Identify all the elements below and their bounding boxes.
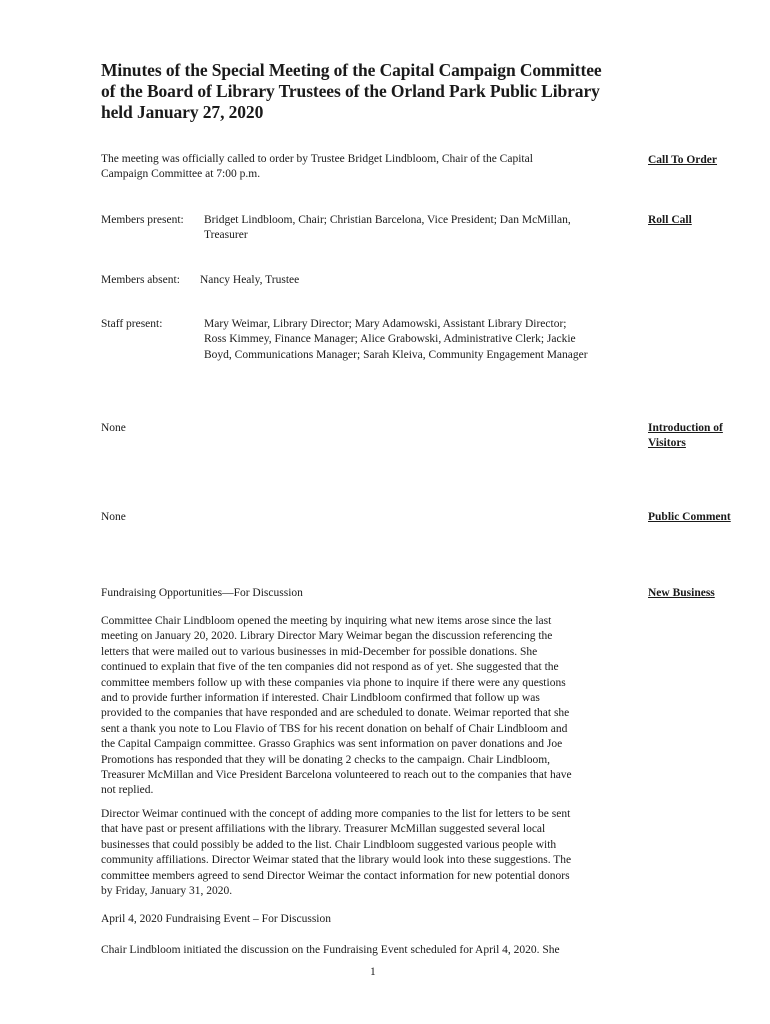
public-comment-text: None (101, 511, 126, 523)
new-business-heading: New Business (648, 587, 715, 599)
paragraph-line: Mary Weimar, Library Director; Mary Adamowski, Assistant Library Director; (204, 318, 567, 330)
members-absent-value: Nancy Healy, Trustee (200, 274, 300, 286)
paragraph-line: businesses that could possibly be added to the list. Chair Lindbloom suggested various people with (101, 838, 557, 851)
paragraph-line: continued to explain that five of the ten companies did not respond as of yet. She suggested that the (101, 661, 559, 674)
paragraph-line: meeting on January 20, 2020. Library Director Mary Weimar began the discussion referencing the (101, 630, 553, 643)
paragraph-line: provided to the companies that have responded and are scheduled to donate. Weimar reported that she (101, 707, 570, 720)
paragraph-line: Campaign Committee at 7:00 p.m. (101, 168, 261, 181)
staff-present-label: Staff present: (101, 318, 163, 330)
roll-call-heading: Roll Call (648, 214, 692, 226)
paragraph-line: Treasurer (204, 229, 248, 242)
paragraph-line: letters that were mailed out to various businesses in mid-December for possible donations. She (101, 645, 538, 658)
title-line: of the Board of Library Trustees of the Orland Park Public Library (101, 81, 600, 101)
paragraph-line: not replied. (101, 784, 154, 797)
paragraph-line: committee members follow up with these companies via phone to inquire if there were any questions (101, 676, 566, 689)
paragraph-line: The meeting was officially called to order by Trustee Bridget Lindbloom, Chair of the Capital (101, 153, 533, 165)
title-line: Minutes of the Special Meeting of the Capital Campaign Committee (101, 60, 602, 80)
visitors-text: None (101, 422, 126, 434)
call-to-order-heading: Call To Order (648, 154, 718, 166)
fundraising-opportunities-heading: Fundraising Opportunities—For Discussion (101, 587, 303, 599)
new-business-paragraph-2 (101, 807, 641, 899)
paragraph-line: Promotions has responded that they will be donating 2 checks to the campaign. Chair Lindbloom, (101, 753, 551, 766)
members-present-label: Members present: (101, 214, 184, 226)
public-comment-heading: Public Comment (648, 511, 731, 523)
heading-line: Introduction of (648, 422, 723, 434)
paragraph-line: and to provide further information if interested. Chair Lindbloom confirmed that follow up was (101, 692, 540, 705)
members-present-value (204, 213, 571, 244)
fundraising-event-heading: April 4, 2020 Fundraising Event – For Discussion (101, 913, 331, 925)
page-number: 1 (370, 966, 376, 978)
paragraph-line: by Friday, January 31, 2020. (101, 885, 233, 898)
new-business-paragraph-3 (101, 943, 641, 958)
paragraph-line: Ross Kimmey, Finance Manager; Alice Grabowski, Administrative Clerk; Jackie (204, 333, 576, 346)
paragraph-line: sent a thank you note to Lou Flavio of TBS for his recent donation on behalf of Chair Lindbloom and (101, 722, 568, 735)
paragraph-line: the Capital Campaign committee. Grasso Graphics was sent information on paver donations and Joe (101, 738, 563, 751)
paragraph-line: committee members agreed to send Director Weimar the contact information for new potential donors (101, 869, 570, 882)
heading-line: Visitors (648, 437, 686, 450)
paragraph-line: Bridget Lindbloom, Chair; Christian Barcelona, Vice President; Dan McMillan, (204, 214, 571, 226)
staff-present-value (204, 317, 588, 363)
paragraph-line: Committee Chair Lindbloom opened the meeting by inquiring what new items arose since the last (101, 615, 552, 627)
paragraph-line: Treasurer McMillan and Vice President Barcelona volunteered to reach out to the companies that have (101, 769, 572, 782)
new-business-paragraph-1 (101, 614, 641, 799)
paragraph-line: Director Weimar continued with the concept of adding more companies to the list for letters to be sent (101, 808, 571, 820)
paragraph-line: community affiliations. Director Weimar stated that the library would look into these suggestions. The (101, 854, 572, 867)
document-title (101, 60, 641, 123)
title-line: held January 27, 2020 (101, 102, 264, 122)
paragraph-line: that have past or present affiliations with the library. Treasurer McMillan suggested several local (101, 823, 546, 836)
paragraph-line: Chair Lindbloom initiated the discussion on the Fundraising Event scheduled for April 4, 2020. She (101, 944, 560, 956)
introduction-of-visitors-heading (648, 421, 723, 452)
members-absent-label: Members absent: (101, 274, 180, 286)
call-to-order-text (101, 152, 631, 183)
paragraph-line: Boyd, Communications Manager; Sarah Kleiva, Community Engagement Manager (204, 348, 588, 361)
